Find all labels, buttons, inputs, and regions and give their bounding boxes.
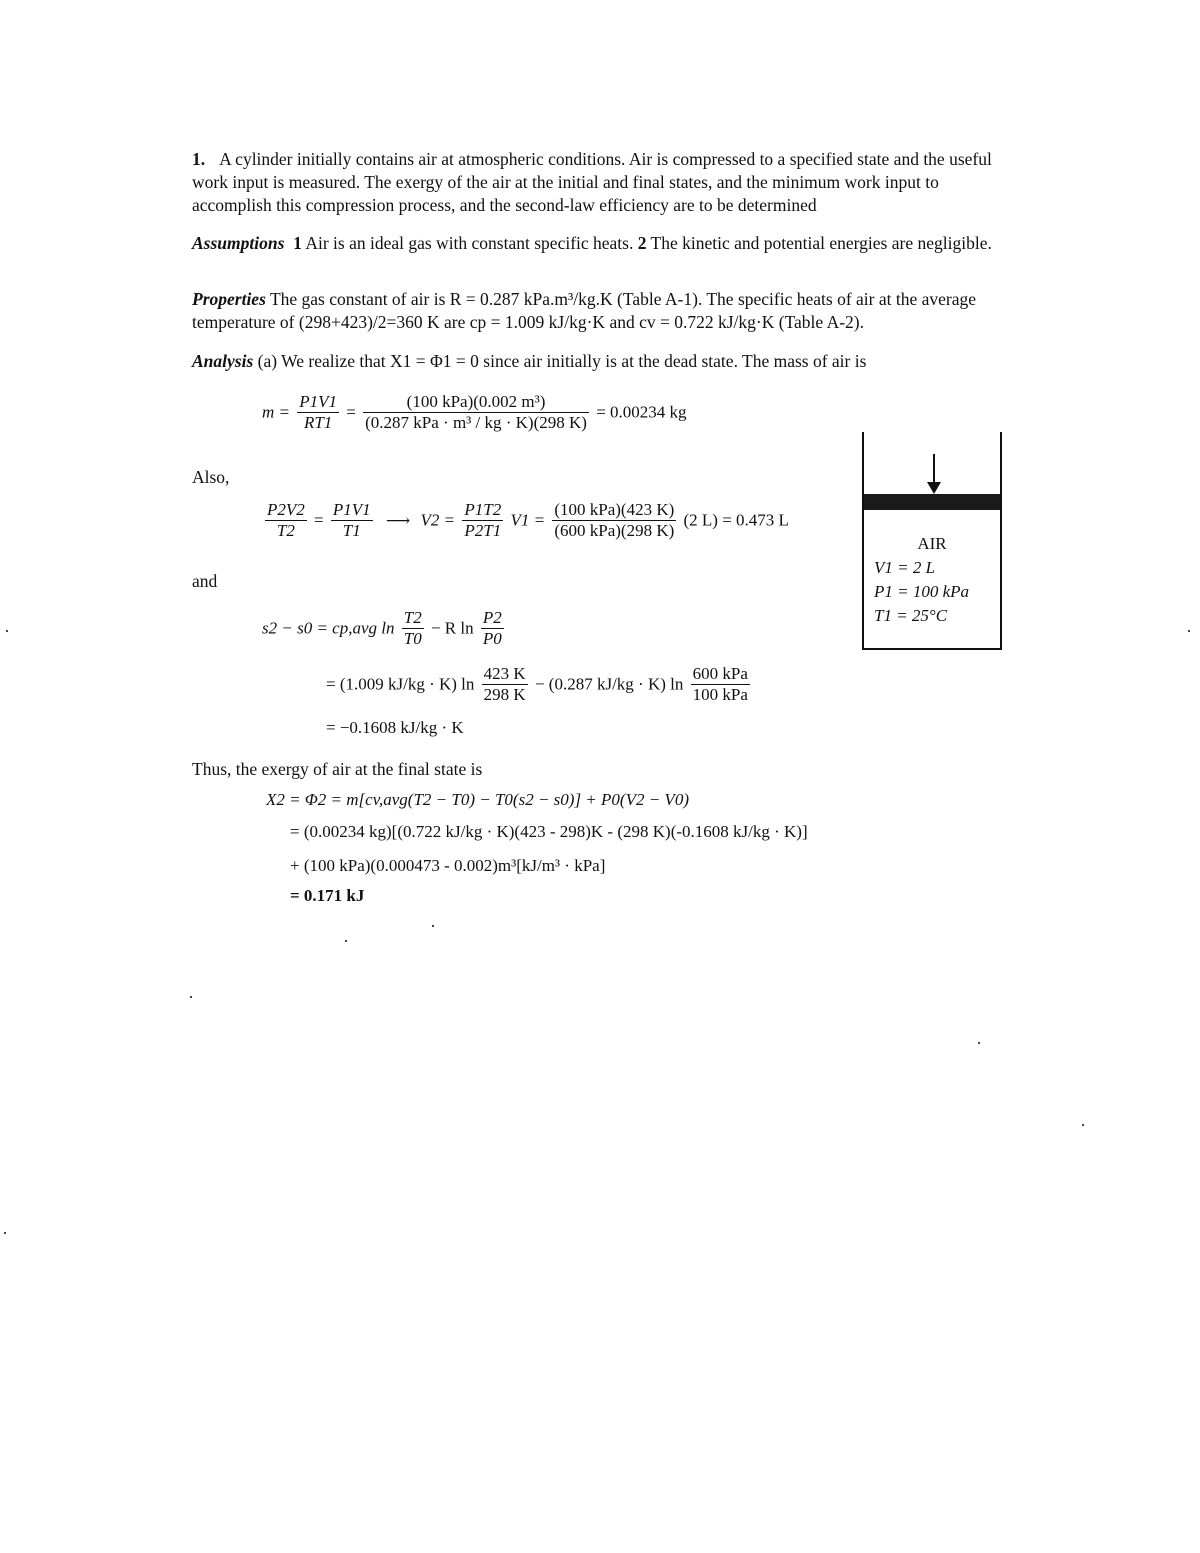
entropy-equation-line2: = (1.009 kJ/kg · K) ln $\frac{423 K}{298 K}$ − (0.287 kJ/kg · K) ln 600 kPa 100 kPa xyxy=(326,664,748,704)
entropy-result: = −0.1608 kJ/kg · K xyxy=(326,718,464,737)
mass-lhs: m = xyxy=(262,402,290,422)
scan-speck xyxy=(6,630,8,632)
properties-cp: cp = 1.009 kJ/kg·K xyxy=(469,312,606,332)
volume-equation: $\frac{P2V2}{T2}$ = $\frac{P1V1}{T1}$ ⟶ V2 = $\frac{P1T2}{P2T1}$ V1 = (100 kPa)(423 K) (600 kPa)(298 K) (2 L) = 0.473 L xyxy=(267,500,789,540)
pressure-label: P1 = 100 kPa xyxy=(874,582,970,601)
scan-speck xyxy=(4,1232,6,1234)
scan-speck xyxy=(1188,630,1190,632)
scan-speck xyxy=(978,1042,980,1044)
analysis-text: (a) We realize that X1 = Φ1 = 0 since air initially is at the dead state. The mass of air is xyxy=(257,351,867,371)
mass-fraction-symbolic: $\frac{P1V1}{RT1}$ xyxy=(299,392,338,432)
problem-statement xyxy=(192,148,1022,217)
assumption-1-text: Air is an ideal gas with constant specific heats. xyxy=(305,233,634,253)
analysis-paragraph xyxy=(192,350,1022,373)
assumption-2-text: The kinetic and potential energies are negligible. xyxy=(650,233,992,253)
temperature-label: T1 = 25°C xyxy=(874,606,948,625)
scan-speck xyxy=(432,925,434,927)
air-label: AIR xyxy=(917,534,947,553)
and-text: and xyxy=(192,571,218,591)
assumption-2-number: 2 xyxy=(637,233,647,253)
problem-number: 1. xyxy=(192,149,206,169)
scan-speck xyxy=(1082,1124,1084,1126)
exergy-equation-line1: X2 = Φ2 = m[cv,avg(T2 − T0) − T0(s2 − s0)] + P0(V2 − V0) xyxy=(266,790,689,809)
cylinder-bottom-wall xyxy=(862,648,1002,650)
properties-heading: Properties xyxy=(192,289,266,309)
properties-text: The gas constant of air is R = 0.287 kPa.m³/kg.K (Table A-1). The specific heats of air at the average temperature of (298+423)/2=360 K are xyxy=(192,289,977,332)
entropy-equation-line1: s2 − s0 = cp,avg ln $\frac{T2}{T0}$ − R ln $\frac{P2}{P0}$ xyxy=(262,608,502,648)
analysis-heading: Analysis xyxy=(192,351,254,371)
assumptions-heading: Assumptions xyxy=(192,233,285,253)
properties-cv: cv = 0.722 kJ/kg·K (Table A-2). xyxy=(639,312,865,332)
cylinder-figure xyxy=(862,432,1002,650)
also-text: Also, xyxy=(192,467,230,487)
exergy-equation-line2: = (0.00234 kg)[(0.722 kJ/kg · K)(423 - 298)K - (298 K)(-0.1608 kJ/kg · K)] xyxy=(290,822,808,841)
assumptions-paragraph xyxy=(192,232,1022,255)
thus-text: Thus, the exergy of air at the final state is xyxy=(192,759,483,779)
exergy-result: = 0.171 kJ xyxy=(290,886,365,905)
properties-and: and xyxy=(609,312,635,332)
mass-result: = 0.00234 kg xyxy=(596,402,687,422)
properties-paragraph xyxy=(192,288,1022,334)
volume-result: (2 L) = 0.473 L xyxy=(683,510,789,530)
volume-label: V1 = 2 L xyxy=(874,558,936,577)
assumption-1-number: 1 xyxy=(293,233,302,253)
scan-speck xyxy=(190,996,192,998)
mass-fraction-numeric: (100 kPa)(0.002 m³) (0.287 kPa · m³ / kg · K)(298 K) xyxy=(365,392,587,432)
problem-text: A cylinder initially contains air at atmospheric conditions. Air is compressed to a specified state and the useful work input is measured. The exergy of the air at the initial and final states, and the minimum work input to accomplish this compression process, and the second-law efficiency are to be determined xyxy=(192,149,992,215)
piston xyxy=(864,494,1000,510)
mass-equation: m = $\frac{P1V1}{RT1}$ = (100 kPa)(0.002 m³) (0.287 kPa · m³ / kg · K)(298 K) = 0.00234 kg xyxy=(262,392,687,432)
scan-speck xyxy=(345,940,347,942)
exergy-equation-line3: + (100 kPa)(0.000473 - 0.002)m³[kJ/m³ · kPa] xyxy=(290,856,606,875)
arrow-icon: ⟶ xyxy=(385,510,411,530)
down-arrow-icon xyxy=(927,482,941,494)
